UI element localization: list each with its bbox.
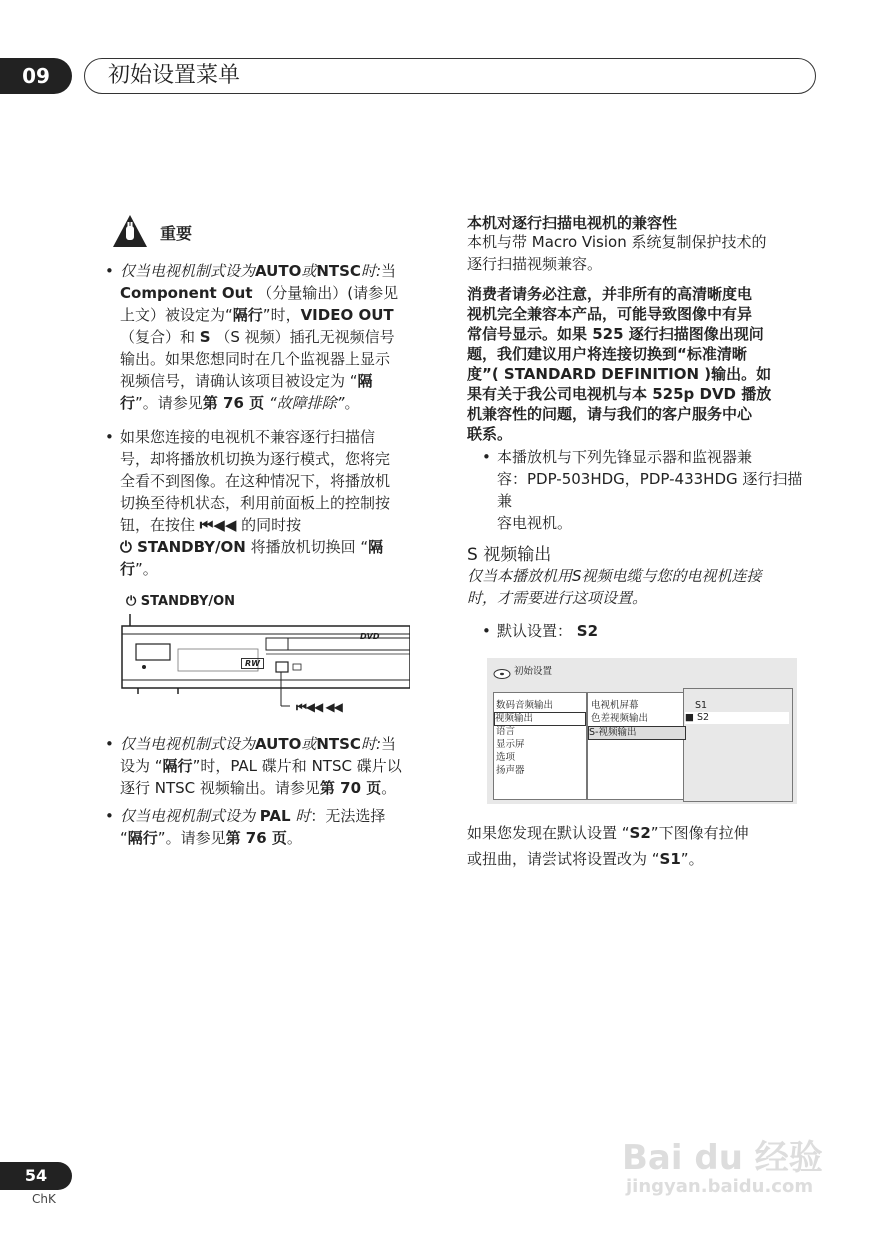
menu-item-video-output[interactable]: 视频输出	[494, 712, 586, 726]
menu-title: 初始设置	[514, 666, 553, 677]
standby-label: ⏻ STANDBY/ON	[126, 594, 236, 609]
rw-badge: RW	[241, 658, 264, 669]
menu-item-digital-audio[interactable]: 数码音频输出	[496, 700, 554, 711]
menu-item-options[interactable]: 选项	[496, 752, 516, 763]
language-code: ChK	[32, 1192, 56, 1206]
final-note: 如果您发现在默认设置 “S2”下图像有拉伸 或扭曲，请尝试将设置改为 “S1”。	[467, 824, 749, 868]
menu-option-s2[interactable]: ■ S2	[685, 712, 789, 724]
left-bullet-3: • 仅当电视机制式设为AUTO或NTSC时:当 设为 “隔行”时，PAL 碟片和 NTSC 碟片以 逐行 NTSC 视频输出。请参见第 70 页。	[105, 735, 402, 797]
menu-item-component-out[interactable]: 色差视频输出	[591, 713, 649, 724]
page-number: 54	[0, 1162, 72, 1190]
dvd-player-illustration	[118, 614, 410, 714]
default-setting: • 默认设置： S2	[482, 622, 599, 640]
dvd-badge: DVD	[360, 632, 380, 641]
left-bullet-4: • 仅当电视机制式设为 PAL 时：无法选择 “隔行”。请参见第 76 页。	[105, 807, 386, 847]
menu-item-tv-screen[interactable]: 电视机屏幕	[591, 700, 639, 711]
consumer-notice: 消费者请务必注意，并非所有的高清晰度电 视机完全兼容本产品，可能导致图像中有异 常信号显示。如果 525 逐行扫描图像出现问 题，我们建议用户将连接切换到“标准清晰 度”( STANDARD DEFINITION )输出。如 果有关于我公司电视机与本 525p DVD 播放 机兼容性的问题，请与我们的客户服务中心 联系。	[467, 285, 772, 443]
warning-hand-icon	[112, 214, 148, 248]
menu-item-display[interactable]: 显示屏	[496, 739, 525, 750]
s-video-section-title: S 视频输出	[467, 545, 552, 565]
pioneer-compat-bullet: • 本播放机与下列先锋显示器和监视器兼 容：PDP-503HDG，PDP-433HDG 逐行扫描兼 容电视机。	[482, 448, 803, 532]
menu-option-s1[interactable]: S1	[695, 700, 708, 711]
chapter-number: 09	[0, 58, 72, 94]
menu-item-speakers[interactable]: 扬声器	[496, 765, 525, 776]
menu-disc-icon	[493, 665, 511, 684]
baidu-watermark-url: jingyan.baidu.com	[626, 1176, 814, 1197]
skip-back-label: ⏮◀◀ ◀◀	[296, 700, 342, 714]
menu-item-s-video-out[interactable]: S-视频输出	[588, 726, 686, 740]
initial-settings-menu	[487, 658, 797, 804]
compat-title: 本机对逐行扫描电视机的兼容性	[467, 214, 678, 232]
compat-body: 本机与带 Macro Vision 系统复制保护技术的 逐行扫描视频兼容。	[467, 233, 767, 273]
menu-item-language[interactable]: 语言	[496, 726, 516, 737]
important-label: 重要	[160, 224, 193, 243]
s-video-description: 仅当本播放机用S视频电缆与您的电视机连接 时，才需要进行这项设置。	[467, 567, 762, 607]
chapter-title: 初始设置菜单	[108, 63, 241, 88]
left-bullet-1: • 仅当电视机制式设为AUTO或NTSC时:当 Component Out （分量输出）(请参见 上文）被设定为“隔行”时，VIDEO OUT （复合）和 S （S 视频）插孔无视频信号 输出。如果您想同时在几个监视器上显示 视频信号，请确认该项目被设定为 “隔 行”。请参见第 76 页 “故障排除”。	[105, 262, 399, 412]
baidu-watermark-brand: Bai du 经验	[622, 1138, 823, 1178]
left-bullet-2: • 如果您连接的电视机不兼容逐行扫描信 号，却将播放机切换为逐行模式，您将完 全看不到图像。在这种情况下，将播放机 切换至待机状态，利用前面板上的控制按 钮，在按住 ⏮◀◀ 的同时按 ⏻ STANDBY/ON 将播放机切换回 “隔 行”。	[105, 428, 391, 578]
